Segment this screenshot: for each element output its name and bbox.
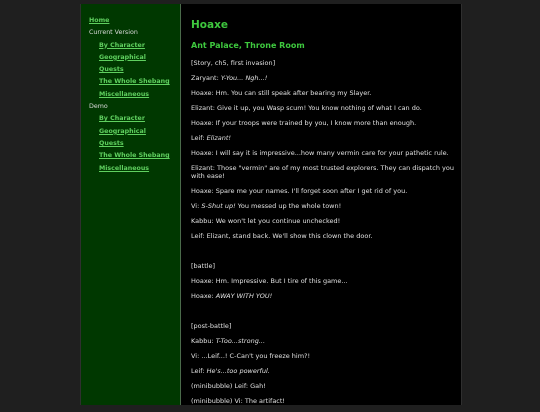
dialogue-line [191,149,457,158]
sidebar-link-current-whole-shebang[interactable]: The Whole Shebang [99,78,170,86]
dialogue-emphasis: He's...too powerful. [206,367,270,376]
dialogue-line [191,59,457,68]
dialogue-emphasis: Y-You... Ngh...! [220,73,268,82]
dialogue-text: Elizant: Give it up, you Wasp scum! You know nothing of what I can do. [191,103,422,112]
dialogue-line [191,74,457,83]
dialogue-text: Elizant: Those "vermin" are of my most trusted explorers. They can dispatch you with ease! [191,163,454,181]
dialogue-emphasis: S-Shut up! [201,202,236,211]
dialogue-text: Leif: Elizant, stand back. We'll show this clown the door. [191,232,373,241]
dialogue-text: Hoaxe: Hm. Impressive. But I tire of this game... [191,277,348,286]
sidebar-link-current-quests[interactable]: Quests [99,66,124,74]
dialogue-text: Hoaxe: I will say it is impressive...how many vermin care for your pathetic rule. [191,148,449,157]
dialogue-line [191,232,457,241]
dialogue-line [191,352,457,361]
sidebar-link-current-geographical[interactable]: Geographical [99,53,146,61]
dialogue-line [191,262,457,271]
page-title: Hoaxe [191,19,228,31]
dialogue-line [191,337,457,346]
dialogue-text: You messed up the whole town! [235,202,342,211]
dialogue-emphasis: AWAY WITH YOU! [215,292,273,301]
dialogue-line [191,277,457,286]
sidebar-link-demo-geographical[interactable]: Geographical [99,127,146,135]
dialogue-text: Kabbu: [191,337,216,346]
dialogue-text: (minibubble) Vi: The artifact! [191,397,286,406]
page-subtitle: Ant Palace, Throne Room [191,41,305,50]
dialogue-line [191,104,457,113]
sidebar-link-demo-miscellaneous[interactable]: Miscellaneous [99,164,150,172]
page-frame [80,4,462,405]
sidebar-link-demo-whole-shebang[interactable]: The Whole Shebang [99,152,170,160]
sidebar [81,4,181,405]
dialogue-text: Hoaxe: Hm. You can still speak after bearing my Slayer. [191,88,372,97]
dialogue-line [191,367,457,376]
sidebar-link-current-by-character[interactable]: By Character [99,41,145,49]
dialogue-line [191,164,457,181]
dialogue-line [191,187,457,196]
dialogue-line [191,322,457,331]
dialogue-text: Kabbu: We won't let you continue unchecked! [191,217,341,226]
dialogue-text: Vi: ...Leif...! C-Can't you freeze him?! [191,352,311,361]
sidebar-heading-current-version: Current Version [89,29,138,36]
dialogue-text: [post-battle] [191,322,232,331]
dialogue-text: [battle] [191,262,216,271]
dialogue-text: Leif: [191,133,207,142]
dialogue-line [191,217,457,226]
dialogue-text: [Story, ch5, first invasion] [191,59,276,67]
dialogue-text: (minibubble) Leif: Gah! [191,382,266,391]
dialogue-text: Leif: [191,367,207,376]
sidebar-link-demo-by-character[interactable]: By Character [99,115,145,123]
dialogue-line [191,202,457,211]
sidebar-heading-demo: Demo [89,102,108,110]
dialogue-line [191,89,457,98]
dialogue-line [191,119,457,128]
dialogue-spacer [191,247,457,256]
dialogue-text: Hoaxe: Spare me your names. I'll forget soon after I get rid of you. [191,187,408,196]
dialogue-line [191,382,457,391]
dialogue-line [191,134,457,143]
dialogue-emphasis: Elizant! [206,133,232,142]
dialogue-text: Vi: [191,202,202,211]
sidebar-link-demo-quests[interactable]: Quests [99,140,124,148]
sidebar-link-current-miscellaneous[interactable]: Miscellaneous [99,90,150,98]
main-content [191,4,457,412]
dialogue-emphasis: T-Too...strong... [215,337,266,346]
dialogue-list [191,59,457,406]
dialogue-text: Hoaxe: [191,292,216,301]
dialogue-text: Zaryant: [191,73,221,82]
sidebar-link-home[interactable]: Home [89,17,110,24]
dialogue-spacer [191,307,457,316]
dialogue-text: Hoaxe: If your troops were trained by you, I know more than enough. [191,118,417,127]
dialogue-line [191,292,457,301]
